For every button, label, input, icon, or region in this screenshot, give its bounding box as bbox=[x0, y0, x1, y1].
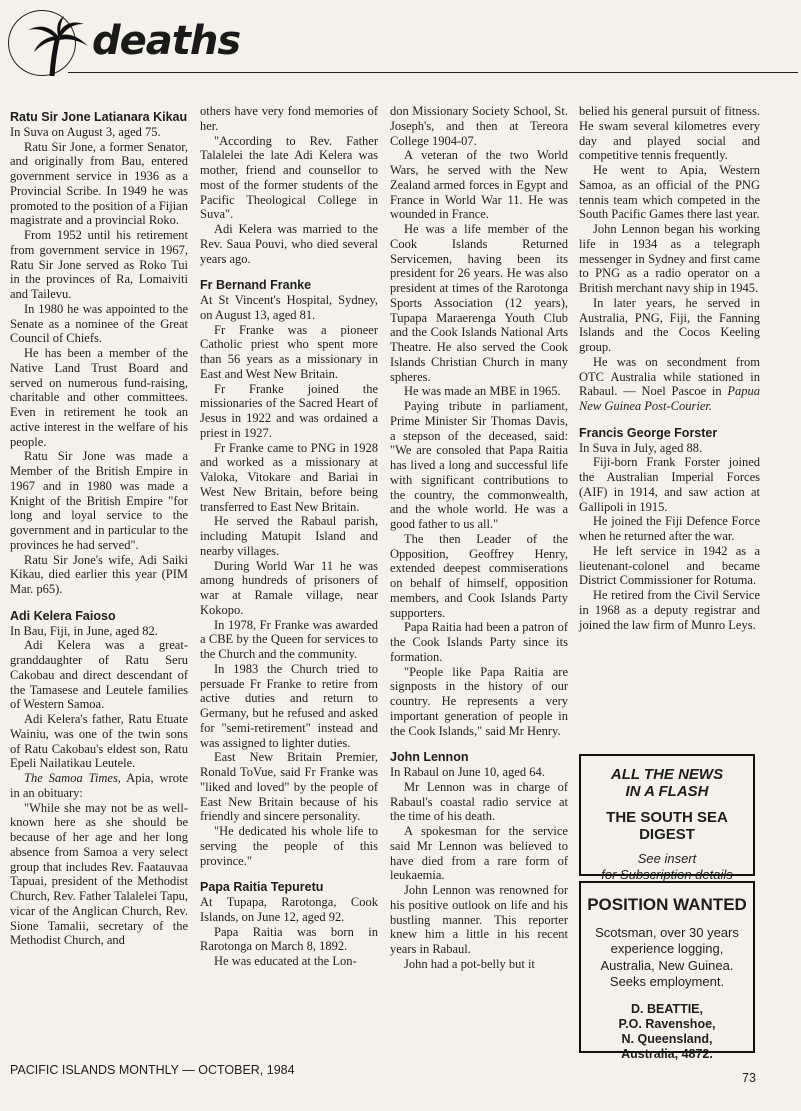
advert-news-digest bbox=[579, 754, 755, 882]
paragraph: In Suva in July, aged 88. bbox=[579, 440, 703, 455]
publication-name: The Samoa Times, bbox=[24, 771, 121, 785]
paragraph: He was a life member of the Cook Islands Returned Servicemen, having been its president for 26 years. He was also president at times of the Rarotonga Sports Association (12 years), Tupapa Maraerenga Youth Club and the Cook Islands National Arts Theatre. He also served the Cook Islands Christian Church in many spheres. bbox=[390, 222, 568, 384]
advert-text: See insert bbox=[637, 850, 697, 866]
paragraph: Fr Franke came to PNG in 1928 and worked as a missionary at Valoka, Vitokare and Bariai in West New Britain, before being transferred to East New Britain. bbox=[200, 440, 378, 514]
paragraph: "While she may not be as well-known here as she should be because of her age and her long absence from Samoa a very select group that includes Rev. Faatauvaa Tapuai, president of the Methodist Church, Rev. Father Talalelei Tapu, vicar of the Anglican Church, Rev. Sione Tamalii, secretary of the Methodist Church, and bbox=[10, 800, 188, 948]
paragraph: A spokesman for the service said Mr Lennon was believed to have died from a rare form of leukaemia. bbox=[390, 824, 568, 883]
paragraph bbox=[579, 355, 760, 414]
obituary-heading: John Lennon bbox=[390, 750, 469, 765]
paragraph-text: Apia, wrote in an obituary: bbox=[10, 771, 188, 800]
advert-text: Seeks employment. bbox=[609, 973, 725, 989]
advert-text: Australia, New Guinea. bbox=[600, 957, 734, 973]
advert-address bbox=[581, 1002, 753, 1062]
paragraph: He left service in 1942 as a lieutenant-colonel and became District Commissioner for Rotuma. bbox=[579, 543, 760, 588]
obituary-heading: Papa Raitia Tepuretu bbox=[200, 880, 324, 895]
paragraph: "People like Papa Raitia are signposts in the history of our country. He represents a very important generation of people in the Cook Islands," said Mr Henry. bbox=[390, 664, 568, 738]
address-line: P.O. Ravenshoe, bbox=[618, 1017, 716, 1031]
obituary-heading: Adi Kelera Faioso bbox=[10, 608, 116, 623]
advert-position-wanted bbox=[579, 881, 755, 1061]
paragraph: Fr Franke was a pioneer Catholic priest who spent more than 56 years as a missionary in East and West New Britain. bbox=[200, 322, 378, 381]
masthead-rule bbox=[68, 72, 798, 73]
address-line: N. Queensland, bbox=[621, 1032, 713, 1046]
paragraph: The then Leader of the Opposition, Geoffrey Henry, extended deepest commiserations on behalf of himself, opposition members, and Cook Islands Party supporters. bbox=[390, 531, 568, 620]
column-1 bbox=[10, 104, 188, 948]
advert-heading: POSITION WANTED bbox=[587, 895, 747, 914]
paragraph: He served the Rabaul parish, including Matupit Island and nearby villages. bbox=[200, 514, 378, 558]
advert-text: ALL THE NEWS bbox=[610, 766, 724, 783]
paragraph: John Lennon was renowned for his positive outlook on life and his bustling manner. This reporter knew him a little in his recent years in Rabaul. bbox=[390, 883, 568, 956]
paragraph: Fr Franke joined the missionaries of the Sacred Heart of Jesus in 1922 and was ordained a priest in 1927. bbox=[200, 381, 378, 440]
paragraph: From 1952 until his retirement from government service in 1967, Ratu Sir Jone served as Roko Tui in the provinces of Ra, Lomaiviti and Tailevu. bbox=[10, 228, 188, 301]
palm-tree-icon bbox=[22, 16, 92, 78]
paragraph: don Missionary Society School, St. Joseph's, and then at Tereora College 1904-07. bbox=[390, 104, 568, 148]
paragraph: Ratu Sir Jone's wife, Adi Saiki Kikau, died earlier this year (PIM Mar. p65). bbox=[10, 552, 188, 596]
advert-text: for Subscription details bbox=[601, 866, 733, 882]
paragraph: In 1978, Fr Franke was awarded a CBE by the Queen for services to the Church and the community. bbox=[200, 617, 378, 661]
paragraph-text: He was on secondment from OTC Australia while stationed in Rabaul. — Noel Pascoe in bbox=[579, 354, 760, 399]
paragraph: Mr Lennon was in charge of Rabaul's coastal radio service at the time of his death. bbox=[390, 779, 568, 824]
paragraph: He retired from the Civil Service in 1968 as a deputy registrar and joined the law firm of Munro Leys. bbox=[579, 588, 760, 632]
paragraph: In 1980 he was appointed to the Senate as a nominee of the Great Council of Chiefs. bbox=[10, 301, 188, 346]
paragraph: In Bau, Fiji, in June, aged 82. bbox=[10, 623, 158, 638]
paragraph: He was made an MBE in 1965. bbox=[404, 384, 561, 399]
column-3 bbox=[390, 104, 568, 972]
paragraph: In Suva on August 3, aged 75. bbox=[10, 124, 161, 139]
paragraph: He went to Apia, Western Samoa, as an official of the PNG tennis team which competed in the South Pacific Games there last year. bbox=[579, 163, 760, 222]
paragraph: Papa Raitia was born in Rarotonga on March 8, 1892. bbox=[200, 924, 378, 954]
paragraph: "According to Rev. Father Talalelei the late Adi Kelera was mother, friend and counsellor to most of the former students of the Pacific Theological College in Suva". bbox=[200, 133, 378, 222]
paragraph: In 1983 the Church tried to persuade Fr Franke to retire from active duties and return to Germany, but he refused and asked for "semi-retirement" instead and was assigned to lighter duties. bbox=[200, 661, 378, 750]
column-4 bbox=[579, 104, 760, 632]
paragraph: Ratu Sir Jone was made a Member of the British Empire in 1967 and in 1980 was made a Knight of the British Empire "for long and loyal service to the government and in particular to the provinces he had served". bbox=[10, 449, 188, 552]
section-masthead bbox=[8, 6, 798, 82]
advert-line bbox=[581, 766, 753, 801]
paragraph: belied his general pursuit of fitness. He swam several kilometres every day and played social and competitive tennis frequently. bbox=[579, 104, 760, 163]
page-number: 73 bbox=[742, 1071, 756, 1085]
paragraph: At St Vincent's Hospital, Sydney, on August 13, aged 81. bbox=[200, 293, 378, 322]
advert-line bbox=[581, 851, 753, 884]
paragraph: "He dedicated his whole life to serving the people of this province." bbox=[200, 824, 378, 868]
paragraph: John had a pot-belly but it bbox=[404, 956, 535, 971]
paragraph: A veteran of the two World Wars, he served with the New Zealand armed forces in Egypt and France in World War 11. He was wounded in France. bbox=[390, 148, 568, 222]
paragraph: Paying tribute in parliament, Prime Minister Sir Thomas Davis, a stepson of the deceased, said: "We are consoled that Papa Raitia has lived a long and successful life with significant contributions to the country, the commonwealth, and the whole world. He was a good father to us all." bbox=[390, 399, 568, 531]
paragraph: He was educated at the Lon- bbox=[214, 954, 357, 968]
paragraph: John Lennon began his working life in 1934 as a telegraph messenger in Sydney and first came to PNG as a radio operator on a British merchant navy ship in 1945. bbox=[579, 222, 760, 295]
paragraph: Papa Raitia had been a patron of the Cook Islands Party since its formation. bbox=[390, 620, 568, 664]
column-2 bbox=[200, 104, 378, 969]
advert-text: IN A FLASH bbox=[625, 783, 709, 801]
advert-body bbox=[581, 925, 753, 990]
paragraph: others have very fond memories of her. bbox=[200, 104, 378, 133]
paragraph: East New Britain Premier, Ronald ToVue, said Fr Franke was "liked and loved" by the people of East New Britain because of his friendly and sincere personality. bbox=[200, 750, 378, 824]
section-title: deaths bbox=[92, 18, 241, 64]
address-line: D. BEATTIE, bbox=[631, 1002, 703, 1016]
paragraph: Adi Kelera was a great-granddaughter of Ratu Seru Cakobau and direct descendant of the Tamasese and Leutele families of Western Samoa. bbox=[10, 638, 188, 712]
advert-text: Scotsman, over 30 years bbox=[595, 925, 739, 940]
publication-name: Papua New Guinea Post-Courier. bbox=[579, 384, 760, 413]
paragraph: In Rabaul on June 10, aged 64. bbox=[390, 765, 545, 779]
advert-text: experience logging, bbox=[610, 941, 724, 957]
paragraph: During World War 11 he was among hundreds of prisoners of war at Ramale village, near Kokopo. bbox=[200, 558, 378, 617]
obituary-heading: Francis George Forster bbox=[579, 425, 718, 440]
address-line: Australia, 4872. bbox=[621, 1047, 713, 1061]
paragraph bbox=[10, 771, 188, 801]
paragraph: At Tupapa, Rarotonga, Cook Islands, on June 12, aged 92. bbox=[200, 895, 378, 924]
paragraph: Adi Kelera's father, Ratu Etuate Wainiu, was one of the twin sons of Ratu Cakobau's eldest son, Ratu Epeli Nailatikau Leutele. bbox=[10, 712, 188, 771]
paragraph: Ratu Sir Jone, a former Senator, and originally from Bau, entered government service in 1936 as a Provincial Scribe. In 1949 he was promoted to the position of a Fijian magistrate and a provincial Roko. bbox=[10, 139, 188, 228]
paragraph: He has been a member of the Native Land Trust Board and served on numerous fund-raising, charitable and other committees. Even in retirement he took an active interest in the welfare of his people. bbox=[10, 346, 188, 449]
obituary-heading: Fr Bernand Franke bbox=[200, 278, 312, 293]
paragraph: Adi Kelera was married to the Rev. Saua Pouvi, who died several years ago. bbox=[200, 222, 378, 266]
advert-publication: THE SOUTH SEA DIGEST bbox=[606, 808, 728, 843]
paragraph: In later years, he served in Australia, PNG, Fiji, the Fanning Islands and the Cocos Keeling group. bbox=[579, 295, 760, 354]
paragraph: He joined the Fiji Defence Force when he returned after the war. bbox=[579, 514, 760, 543]
paragraph: Fiji-born Frank Forster joined the Australian Imperial Forces (AIF) in 1914, and saw action at Gallipoli in 1915. bbox=[579, 455, 760, 514]
obituary-heading: Ratu Sir Jone Latianara Kikau bbox=[10, 110, 188, 124]
footer-publication: PACIFIC ISLANDS MONTHLY — OCTOBER, 1984 bbox=[10, 1063, 295, 1077]
